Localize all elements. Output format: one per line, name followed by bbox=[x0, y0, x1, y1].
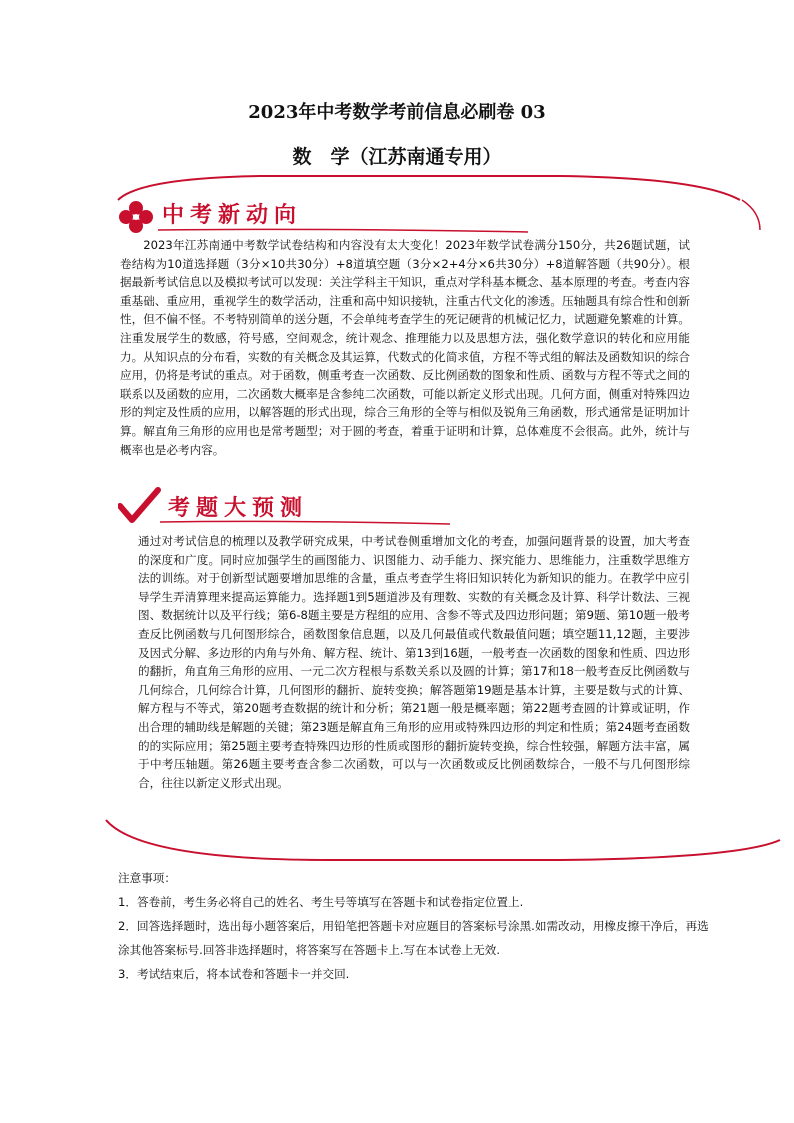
note-item: 1．答卷前，考生务必将自己的姓名、考生号等填写在答题卡和试卷指定位置上. bbox=[118, 895, 524, 909]
section-heading-forecast: 考题大预测 bbox=[168, 496, 309, 521]
note-item: 3．考试结束后，将本试卷和答题卡一并交回. bbox=[118, 967, 350, 981]
section1-paragraph: 2023年江苏南通中考数学试卷结构和内容没有太大变化！2023年数学试卷满分150分，共26题试题，试卷结构为10道选择题（3分×10共30分）+8道填空题（3分×2+4分×6共30分）+8道解答题（共90分）。根据最新考试信息以及模拟考试可以发现：关注学科主干知识，重点对学科基本概念、基本原理的考查。考查内容重基础、重应用，重视学生的数学活动，注重和高中知识接轨，注重古代文化的渗透。压轴题具有综合性和创新性，但不偏不怪。不考特别简单的送分题，不会单纯考查学生的死记硬背的机械记忆力，试题避免繁难的计算。注重发展学生的数感，符号感，空间观念，统计观念、推理能力以及思想方法，强化数学意识的转化和应用能力。从知识点的分布看，实数的有关概念及其运算，代数式的化简求值，方程不等式组的解法及函数知识的综合应用，仍将是考试的重点。对于函数，侧重考查一次函数、反比例函数的图象和性质、函数与方程不等式之间的联系以及函数的应用，二次函数大概率是含参纯二次函数，可能以新定义形式出现。几何方面，侧重对特殊四边形的判定及性质的应用，以解答题的形式出现，综合三角形的全等与相似及锐角三角函数，形式通常是证明加计算。解直角三角形的应用也是常考题型；对于圆的考查，着重于证明和计算，总体难度不会很高。此外，统计与概率也是必考内容。 bbox=[120, 238, 690, 457]
check-mark-icon bbox=[118, 486, 162, 526]
section2-paragraph: 通过对考试信息的梳理以及教学研究成果，中考试卷侧重增加文化的考查，加强问题背景的设置，加大考查的深度和广度。同时应加强学生的画图能力、识图能力、动手能力、探究能力、思维能力，注重数学思维方法的训练。对于创新型试题要增加思维的含量，重点考查学生将旧知识转化为新知识的能力。在教学中应引导学生弄清算理来提高运算能力。选择题1到5题道涉及有理数、实数的有关概念及计算、科学计数法、三视图、数据统计以及平行线；第6-8题主要是方程组的应用、含参不等式及四边形问题；第9题、第10题一般考查反比例函数与几何图形综合，函数图象信息题，以及几何最值或代数最值问题；填空题11,12题，主要涉及因式分解、多边形的内角与外角、解方程、统计、第13到16题，一般考查一次函数的图象和性质、四边形的翻折，角直角三角形的应用、一元二次方程根与系数关系以及圆的计算；第17和18一般考查反比例函数与几何综合，几何综合计算，几何图形的翻折、旋转变换；解答题第19题是基本计算，主要是数与式的计算、解方程与不等式，第20题考查数据的统计和分析；第21题一般是概率题；第22题考查圆的计算或证明，作出合理的辅助线是解题的关键；第23题是解直角三角形的应用或特殊四边形的判定和性质；第24题考查函数的的实际应用；第25题主要考查特殊四边形的性质或图形的翻折旋转变换，综合性较强，解题方法丰富，属于中考压轴题。第26题主要考查含参二次函数，可以与一次函数或反比例函数综合，一般不与几何图形综合，往往以新定义形式出现。 bbox=[138, 534, 690, 790]
section2-body bbox=[138, 532, 690, 792]
exam-subtitle: 数 学（江苏南通专用） bbox=[292, 146, 502, 168]
notes-heading: 注意事项： bbox=[118, 871, 176, 885]
heading-underline bbox=[160, 518, 460, 528]
note-item: 2．回答选择题时，选出每小题答案后，用铅笔把答题卡对应题目的答案标号涂黑.如需改动，用橡皮擦干净后，再选涂其他答案标号.回答非选择题时，将答案写在答题卡上.写在本试卷上无效. bbox=[118, 919, 709, 957]
section-heading-trends: 中考新动向 bbox=[162, 203, 303, 228]
section1-body bbox=[120, 236, 690, 459]
exam-title: 2023年中考数学考前信息必刷卷 03 bbox=[248, 102, 546, 123]
heading-underline bbox=[118, 226, 538, 236]
notes-section bbox=[118, 866, 718, 986]
